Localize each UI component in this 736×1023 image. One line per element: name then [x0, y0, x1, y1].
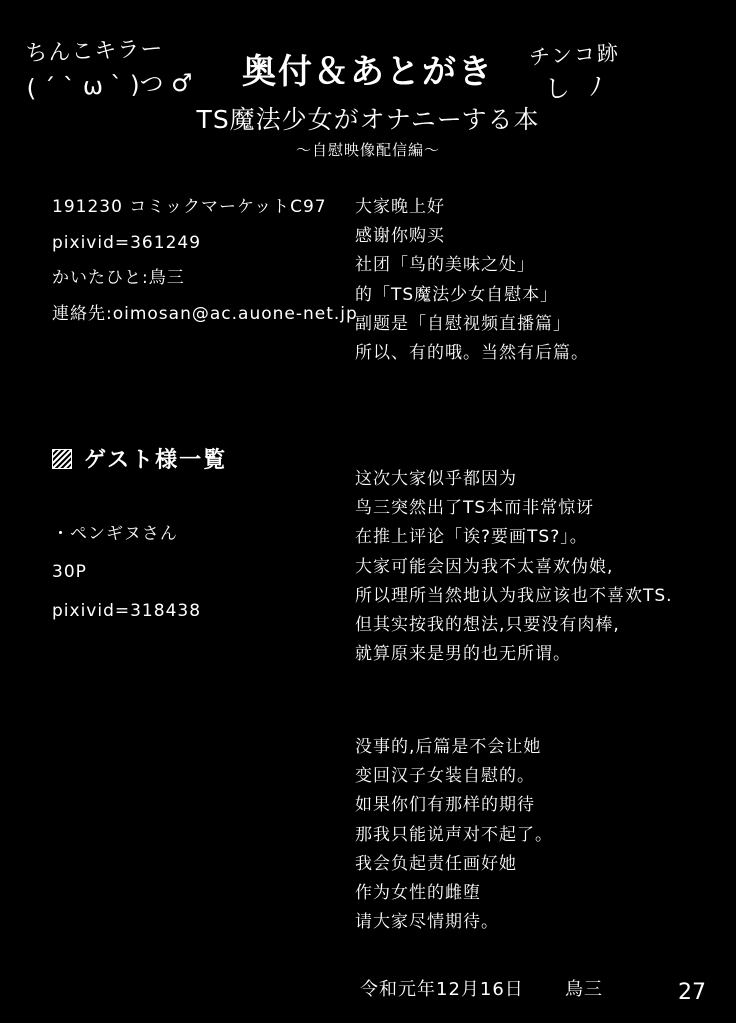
afterword-line: 如果你们有那样的期待: [355, 795, 535, 816]
author-name: 鳥三: [565, 979, 603, 1000]
page-number: 27: [678, 980, 706, 1005]
afterword-line: 作为女性的雌堕: [355, 883, 481, 904]
afterword-line: 变回汉子女装自慰的。: [355, 766, 535, 787]
colophon-line: 連絡先:oimosan@ac.auone-net.jp: [52, 304, 358, 325]
page-subtitle-secondary: 〜自慰映像配信編〜: [295, 141, 440, 159]
list-item: ・ペンギヌさん: [52, 524, 178, 544]
guest-section-heading: [52, 443, 227, 474]
afterword-line: 那我只能说声对不起了。: [355, 824, 553, 845]
afterword-line: 在推上评论「诶?要画TS?」。: [355, 527, 588, 548]
afterword-line: 大家晚上好: [355, 197, 445, 217]
hatched-square-icon: [52, 449, 72, 469]
afterword-greeting-block: [355, 193, 589, 368]
afterword-line: 我会负起责任画好她: [355, 853, 517, 874]
colophon-line: かいたひと:鳥三: [52, 268, 185, 289]
doodle-left-line1: ちんこキラー: [24, 36, 164, 67]
afterword-line: 副题是「自慰视频直播篇」: [355, 313, 571, 334]
doodle-right-line1: チンコ跡: [528, 40, 621, 70]
publication-date: 令和元年12月16日: [360, 979, 524, 1000]
afterword-line: 就算原来是男的也无所谓。: [355, 644, 571, 665]
doodle-left-line2: ( ´ ` ω ` )つ ♂: [26, 68, 194, 103]
afterword-line: 鸟三突然出了TS本而非常惊讶: [355, 498, 595, 519]
afterword-line: 这次大家似乎都因为: [355, 469, 517, 489]
afterword-line: 大家可能会因为我不太喜欢伪娘,: [355, 556, 614, 577]
afterword-line: 所以、有的哦。当然有后篇。: [355, 343, 589, 364]
afterword-comment-block: [355, 465, 673, 670]
afterword-line: 没事的,后篇是不会让她: [355, 737, 542, 757]
afterword-line: 的「TS魔法少女自慰本」: [355, 284, 559, 305]
afterword-line: 请大家尽情期待。: [355, 912, 499, 933]
colophon-block: [52, 190, 358, 333]
list-item: 30P: [52, 562, 87, 583]
guest-list: [52, 515, 201, 630]
list-item: pixivid=318438: [52, 600, 202, 621]
afterword-line: 社团「鸟的美味之处」: [355, 255, 535, 276]
afterword-line: 所以理所当然地认为我应该也不喜欢TS.: [355, 585, 673, 606]
colophon-line: 191230 コミックマーケットC97: [52, 197, 327, 217]
afterword-closing-block: [355, 733, 553, 938]
colophon-line: pixivid=361249: [52, 232, 202, 253]
page-subtitle: TS魔法少女がオナニーする本: [196, 105, 540, 134]
afterword-line: 感谢你购买: [355, 226, 445, 247]
doodle-right-line2: し ﾉ: [544, 71, 609, 105]
guest-heading-label: ゲスト様一覧: [84, 448, 228, 473]
page-title: 奥付＆あとがき: [242, 52, 494, 92]
afterword-line: 但其实按我的想法,只要没有肉棒,: [355, 615, 620, 636]
